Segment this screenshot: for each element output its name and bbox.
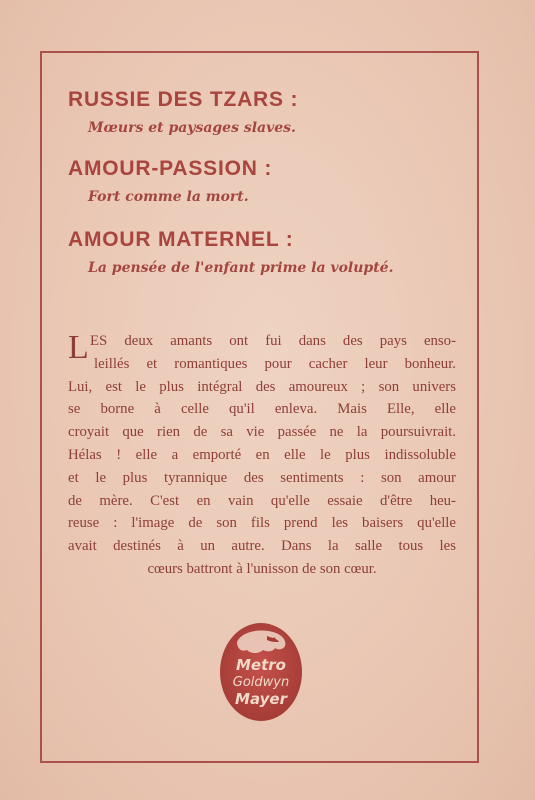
subtitle-amour-maternel: La pensée de l'enfant prime la volupté.: [88, 260, 394, 276]
subtitle-russie: Mœurs et paysages slaves.: [88, 120, 296, 136]
drop-cap-letter: L: [68, 329, 89, 366]
logo-text-metro: Metro: [236, 656, 286, 674]
paragraph-line: et le plus tyrannique des sentiments : son amour: [68, 469, 456, 486]
heading-russie: RUSSIE DES TZARS :: [68, 88, 299, 111]
paragraph-line: de mère. C'est en vain qu'elle essaie d'être heu-: [68, 492, 456, 509]
heading-amour-maternel: AMOUR MATERNEL :: [68, 228, 294, 251]
subtitle-amour-passion: Fort comme la mort.: [88, 189, 249, 205]
heading-amour-passion: AMOUR-PASSION :: [68, 157, 273, 180]
paragraph-line: ES deux amants ont fui dans des pays enso-: [90, 333, 456, 349]
logo-text-mayer: Mayer: [235, 690, 287, 708]
paragraph-line: Hélas ! elle a emporté en elle le plus indissoluble: [68, 446, 456, 463]
paragraph-line: croyait que rien de sa vie passée ne la poursuivrait.: [68, 424, 456, 441]
paragraph-line: reuse : l'image de son fils prend les baisers qu'elle: [68, 515, 456, 532]
paragraph-line: avait destinés à un autre. Dans la salle tous les: [68, 538, 456, 555]
logo-text-goldwyn: Goldwyn: [232, 675, 290, 690]
metro-goldwyn-mayer-logo: [219, 622, 303, 722]
paragraph-line: se borne à celle qu'il enleva. Mais Elle, elle: [68, 401, 456, 418]
synopsis-paragraph: [68, 330, 456, 581]
paragraph-line: cœurs battront à l'unisson de son cœur.: [147, 560, 377, 577]
paragraph-line: Lui, est le plus intégral des amoureux ; son univers: [68, 378, 456, 395]
paragraph-line: leillés et romantiques pour cacher leur bonheur.: [94, 355, 456, 372]
